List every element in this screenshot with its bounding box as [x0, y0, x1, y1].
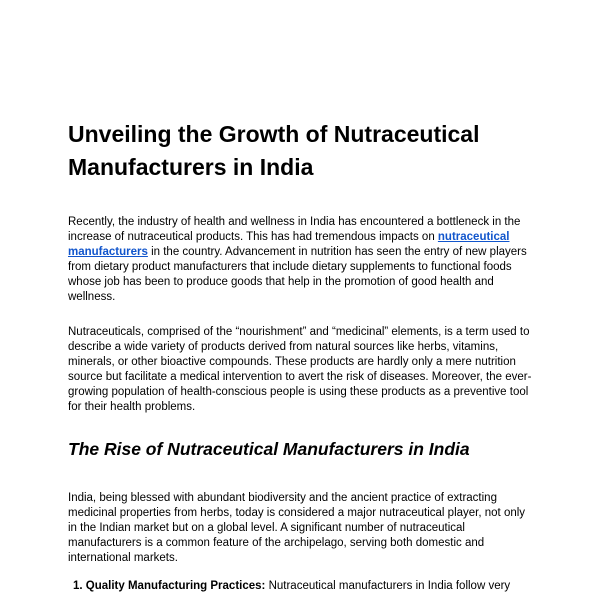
list-item-number: 1.: [73, 580, 83, 592]
numbered-list-item-1: [68, 579, 534, 594]
nutraceutical-manufacturers-link[interactable]: nutraceutical manufacturers: [68, 231, 510, 258]
list-item-text: Nutraceutical manufacturers in India follow very: [265, 580, 511, 592]
paragraph-intro-text-before-link: Recently, the industry of health and wellness in India has encountered a bottleneck in the increase of nutraceutical products. This has had tremendous impacts on: [68, 216, 521, 243]
paragraph-intro-text-after-link: in the country. Advancement in nutrition has seen the entry of new players from dietary product manufacturers that include dietary supplements to functional foods whose job has been to produce goods that help in the promotion of good health and wellness.: [68, 246, 527, 303]
paragraph-definition: Nutraceuticals, comprised of the “nourishment” and “medicinal” elements, is a term used to describe a wide variety of products derived from natural sources like herbs, vitamins, minerals, or other bioactive compounds. These products are hardly only a mere nutrition source but facilitate a medical intervention to avert the risk of diseases. Moreover, the ever-growing population of health-conscious people is using these products as a preventive tool for their health problems.: [68, 326, 532, 413]
list-item-bold-label: Quality Manufacturing Practices:: [85, 580, 266, 592]
paragraph-intro: [68, 215, 534, 305]
section-heading-rise: The Rise of Nutraceutical Manufacturers in India: [68, 439, 470, 459]
document-title: Unveiling the Growth of Nutraceutical Manufacturers in India: [68, 121, 480, 180]
paragraph-rise: India, being blessed with abundant biodiversity and the ancient practice of extracting medicinal properties from herbs, today is considered a major nutraceutical player, not only in the Indian market but on a global level. A significant number of nutraceutical manufacturers is a common feature of the archipelago, serving both domestic and international markets.: [68, 492, 526, 564]
